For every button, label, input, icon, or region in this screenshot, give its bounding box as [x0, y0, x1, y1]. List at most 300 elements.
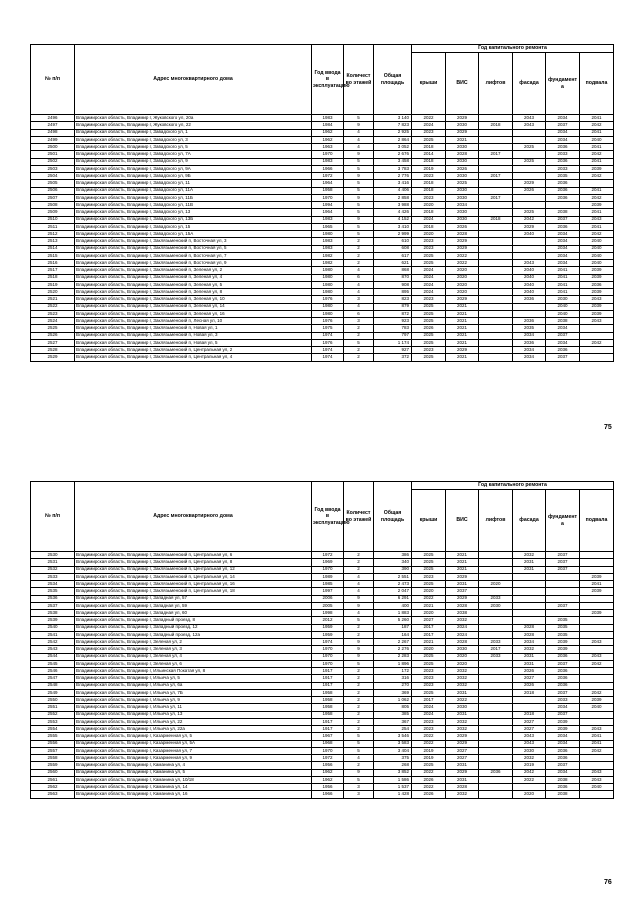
cell-row-num: 2504 — [31, 173, 75, 180]
cell-year-built: 1917 — [312, 668, 344, 675]
cell-row-num: 2515 — [31, 252, 75, 259]
cell-facade-year: 2042 — [513, 216, 546, 223]
cell-foundation-year: 2036 — [546, 158, 580, 165]
cell-vis-year: 2031 — [446, 689, 479, 696]
cell-foundation-year: 2036 — [546, 682, 580, 689]
cell-address: Владимирская область, Владимир г, Западная ул, 60 — [75, 610, 312, 617]
cell-year-built: 1962 — [312, 129, 344, 136]
cell-vis-year: 2030 — [446, 646, 479, 653]
cell-roof-year: 2025 — [412, 653, 446, 660]
table-row — [31, 747, 614, 754]
cell-area: 2 776 — [374, 173, 412, 180]
cell-facade-year: 2032 — [513, 552, 546, 559]
cell-roof-year: 2014 — [412, 151, 446, 158]
cell-foundation-year: 2040 — [546, 310, 580, 317]
cell-lift-year — [479, 318, 513, 325]
cell-address: Владимирская область, Владимир г, Западный проезд, 12а — [75, 631, 312, 638]
cell-floors: 5 — [344, 209, 374, 216]
table-row — [31, 755, 614, 762]
cell-vis-year: 2032 — [446, 668, 479, 675]
cell-row-num: 2501 — [31, 151, 75, 158]
cell-address: Владимирская область, Владимир г, Заклязьменский п, Лесная ул, 10 — [75, 318, 312, 325]
cell-area: 3 140 — [374, 115, 412, 122]
cell-floors: 4 — [344, 136, 374, 143]
cell-address: Владимирская область, Владимир г, Западная ул, 59 — [75, 602, 312, 609]
cell-address: Владимирская область, Владимир г, Заклязьменский п, Зеленая ул, 2 — [75, 267, 312, 274]
cell-floors: 2 — [344, 704, 374, 711]
header-address: Адрес многоквартирного дома — [75, 45, 312, 115]
cell-basement-year: 2039 — [580, 289, 614, 296]
cell-row-num: 2553 — [31, 718, 75, 725]
cell-floors: 2 — [344, 354, 374, 361]
cell-row-num: 2503 — [31, 165, 75, 172]
cell-row-num: 2496 — [31, 115, 75, 122]
cell-floors: 6 — [344, 274, 374, 281]
page-number: 76 — [604, 879, 612, 886]
cell-area: 2 676 — [374, 151, 412, 158]
cell-roof-year: 2023 — [412, 194, 446, 201]
cell-basement-year: 2041 — [580, 144, 614, 151]
cell-vis-year: 2032 — [446, 675, 479, 682]
cell-basement-year — [580, 180, 614, 187]
cell-floors: 5 — [344, 231, 374, 238]
cell-facade-year: 2028 — [513, 624, 546, 631]
cell-area: 2 047 — [374, 588, 412, 595]
cell-basement-year — [580, 646, 614, 653]
header-roof: крыши — [412, 490, 446, 552]
cell-lift-year — [479, 223, 513, 230]
cell-roof-year: 2018 — [412, 209, 446, 216]
cell-lift-year — [479, 784, 513, 791]
cell-lift-year — [479, 245, 513, 252]
cell-lift-year — [479, 726, 513, 733]
cell-foundation-year: 2034 — [546, 245, 580, 252]
cell-basement-year — [580, 559, 614, 566]
cell-row-num: 2510 — [31, 216, 75, 223]
cell-address: Владимирская область, Владимир г, Заклязьменский п, Центральная ул, 18 — [75, 588, 312, 595]
cell-row-num: 2511 — [31, 223, 75, 230]
cell-floors: 2 — [344, 682, 374, 689]
table-row — [31, 122, 614, 129]
cell-facade-year: 2025 — [513, 209, 546, 216]
cell-foundation-year — [546, 595, 580, 602]
cell-foundation-year: 2034 — [546, 325, 580, 332]
cell-facade-year — [513, 595, 546, 602]
cell-address: Владимирская область, Владимир г, Ильича ул, 7Б — [75, 689, 312, 696]
cell-roof-year: 2025 — [412, 689, 446, 696]
cell-area: 375 — [374, 755, 412, 762]
table-row — [31, 711, 614, 718]
table-row — [31, 267, 614, 274]
cell-year-built: 2012 — [312, 617, 344, 624]
cell-area: 608 — [374, 245, 412, 252]
cell-address: Владимирская область, Владимир г, Ильича ул, 9 — [75, 697, 312, 704]
cell-foundation-year: 2034 — [546, 704, 580, 711]
cell-foundation-year: 2034 — [546, 238, 580, 245]
cell-vis-year: 2029 — [446, 595, 479, 602]
cell-lift-year — [479, 252, 513, 259]
cell-roof-year: 2017 — [412, 631, 446, 638]
cell-basement-year: 2039 — [580, 303, 614, 310]
cell-lift-year — [479, 267, 513, 274]
cell-year-built: 1958 — [312, 697, 344, 704]
cell-basement-year — [580, 755, 614, 762]
cell-facade-year — [513, 617, 546, 624]
cell-lift-year: 2017 — [479, 646, 513, 653]
cell-lift-year — [479, 566, 513, 573]
cell-address: Владимирская область, Владимир г, Заклязьменский п, Новая ул, 1 — [75, 325, 312, 332]
cell-roof-year: 2019 — [412, 747, 446, 754]
cell-lift-year — [479, 136, 513, 143]
cell-vis-year: 2025 — [446, 180, 479, 187]
cell-year-built: 2006 — [312, 595, 344, 602]
cell-basement-year — [580, 668, 614, 675]
cell-row-num: 2521 — [31, 296, 75, 303]
cell-year-built: 1994 — [312, 202, 344, 209]
repair-table-page-76 — [30, 481, 614, 799]
cell-address: Владимирская область, Владимир г, Ильича ул, 13 — [75, 711, 312, 718]
cell-vis-year: 2020 — [446, 653, 479, 660]
cell-area: 2 858 — [374, 194, 412, 201]
cell-facade-year — [513, 704, 546, 711]
cell-row-num: 2500 — [31, 144, 75, 151]
cell-area: 2 551 — [374, 573, 412, 580]
table-row — [31, 332, 614, 339]
header-year-in: Год ввода в эксплуатацию — [312, 45, 344, 115]
cell-vis-year: 2029 — [446, 238, 479, 245]
cell-facade-year: 2025 — [513, 158, 546, 165]
cell-vis-year: 2032 — [446, 791, 479, 798]
cell-row-num: 2502 — [31, 158, 75, 165]
cell-address: Владимирская область, Владимир г, Завадского ул, 11В — [75, 202, 312, 209]
header-roof: крыши — [412, 53, 446, 115]
cell-floors: 2 — [344, 347, 374, 354]
cell-basement-year: 2043 — [580, 726, 614, 733]
header-foundation: фундамента — [546, 490, 580, 552]
cell-facade-year: 2032 — [513, 646, 546, 653]
page-number: 75 — [604, 424, 612, 431]
cell-area: 908 — [374, 281, 412, 288]
header-floors: Количество этажей — [344, 45, 374, 115]
cell-facade-year: 2028 — [513, 631, 546, 638]
cell-foundation-year: 2037 — [546, 559, 580, 566]
cell-address: Владимирская область, Владимир г, Каманина ул, 10/18 — [75, 776, 312, 783]
cell-facade-year — [513, 136, 546, 143]
cell-address: Владимирская область, Владимир г, Казарменная ул, 7 — [75, 747, 312, 754]
table-row — [31, 566, 614, 573]
cell-lift-year: 2018 — [479, 122, 513, 129]
cell-vis-year: 2021 — [446, 332, 479, 339]
cell-address: Владимирская область, Владимир г, Заклязьменский п, Новая ул, 3 — [75, 332, 312, 339]
table-row — [31, 347, 614, 354]
table-row — [31, 704, 614, 711]
cell-row-num: 2557 — [31, 747, 75, 754]
cell-row-num: 2532 — [31, 566, 75, 573]
cell-floors: 2 — [344, 624, 374, 631]
cell-roof-year: 2022 — [412, 740, 446, 747]
cell-foundation-year: 2038 — [546, 209, 580, 216]
cell-area: 879 — [374, 303, 412, 310]
cell-area: 805 — [374, 704, 412, 711]
cell-address: Владимирская область, Владимир г, Завадского ул, 3 — [75, 136, 312, 143]
cell-row-num: 2563 — [31, 791, 75, 798]
cell-row-num: 2546 — [31, 668, 75, 675]
cell-roof-year: 2024 — [412, 281, 446, 288]
cell-address: Владимирская область, Владимир г, Каманина ул, 16 — [75, 791, 312, 798]
cell-area: 3 458 — [374, 158, 412, 165]
cell-address: Владимирская область, Владимир г, Каманина ул, 4 — [75, 762, 312, 769]
cell-row-num: 2534 — [31, 581, 75, 588]
cell-row-num: 2561 — [31, 776, 75, 783]
cell-facade-year: 2030 — [513, 747, 546, 754]
cell-area: 923 — [374, 318, 412, 325]
table-body-76 — [31, 552, 614, 799]
cell-basement-year — [580, 718, 614, 725]
cell-vis-year: 2020 — [446, 660, 479, 667]
cell-address: Владимирская область, Владимир г, Западная ул, 57 — [75, 595, 312, 602]
cell-facade-year: 2036 — [513, 318, 546, 325]
cell-year-built: 1959 — [312, 624, 344, 631]
cell-facade-year — [513, 588, 546, 595]
cell-row-num: 2519 — [31, 281, 75, 288]
cell-basement-year: 2039 — [580, 267, 614, 274]
cell-address: Владимирская область, Владимир г, Казарменная ул, 9 — [75, 755, 312, 762]
cell-address: Владимирская область, Владимир г, Завадского ул, 15А — [75, 231, 312, 238]
cell-roof-year: 2025 — [412, 332, 446, 339]
cell-row-num: 2525 — [31, 325, 75, 332]
cell-year-built: 1982 — [312, 252, 344, 259]
cell-year-built: 1974 — [312, 639, 344, 646]
table-row — [31, 318, 614, 325]
cell-address: Владимирская область, Владимир г, Ильича ул, 11 — [75, 704, 312, 711]
cell-area: 621 — [374, 260, 412, 267]
cell-year-built: 1989 — [312, 573, 344, 580]
cell-facade-year: 2029 — [513, 180, 546, 187]
cell-year-built: 1917 — [312, 718, 344, 725]
header-group: Год капитального ремонта — [412, 482, 614, 490]
cell-floors: 4 — [344, 267, 374, 274]
cell-area: 3 410 — [374, 223, 412, 230]
cell-year-built: 1980 — [312, 303, 344, 310]
cell-address: Владимирская область, Владимир г, Западный проезд, 12 — [75, 624, 312, 631]
cell-lift-year: 2033 — [479, 595, 513, 602]
cell-basement-year: 2041 — [580, 581, 614, 588]
cell-floors: 2 — [344, 245, 374, 252]
cell-basement-year: 2039 — [580, 610, 614, 617]
cell-floors: 2 — [344, 697, 374, 704]
cell-floors: 2 — [344, 675, 374, 682]
cell-area: 895 — [374, 289, 412, 296]
cell-address: Владимирская область, Владимир г, Заклязьменский п, Зеленая ул, 8 — [75, 289, 312, 296]
cell-lift-year — [479, 347, 513, 354]
cell-roof-year: 2023 — [412, 726, 446, 733]
cell-facade-year — [513, 238, 546, 245]
cell-area: 390 — [374, 566, 412, 573]
cell-row-num: 2548 — [31, 682, 75, 689]
cell-lift-year — [479, 740, 513, 747]
table-row — [31, 303, 614, 310]
cell-vis-year: 2024 — [446, 631, 479, 638]
cell-foundation-year — [546, 581, 580, 588]
cell-roof-year: 2019 — [412, 755, 446, 762]
cell-lift-year — [479, 165, 513, 172]
cell-roof-year: 2024 — [412, 711, 446, 718]
cell-lift-year — [479, 238, 513, 245]
cell-address: Владимирская область, Владимир г, Ильича ул, 6а — [75, 682, 312, 689]
cell-roof-year: 2024 — [412, 704, 446, 711]
cell-area: 797 — [374, 332, 412, 339]
cell-area: 1 586 — [374, 776, 412, 783]
cell-year-built: 1964 — [312, 180, 344, 187]
cell-vis-year: 2030 — [446, 194, 479, 201]
cell-year-built: 1917 — [312, 682, 344, 689]
cell-year-built: 1974 — [312, 332, 344, 339]
table-row — [31, 776, 614, 783]
cell-facade-year — [513, 194, 546, 201]
cell-lift-year — [479, 668, 513, 675]
cell-year-built: 1966 — [312, 791, 344, 798]
cell-year-built: 1965 — [312, 223, 344, 230]
cell-address: Владимирская область, Владимир г, Завадского ул, 5 — [75, 144, 312, 151]
cell-row-num: 2516 — [31, 260, 75, 267]
cell-foundation-year: 2036 — [546, 180, 580, 187]
cell-foundation-year: 2037 — [546, 689, 580, 696]
cell-address: Владимирская область, Владимир г, Заклязьменский п, Восточная ул, 7 — [75, 252, 312, 259]
cell-year-built: 1970 — [312, 151, 344, 158]
cell-vis-year: 2031 — [446, 581, 479, 588]
cell-year-built: 1963 — [312, 144, 344, 151]
cell-address: Владимирская область, Владимир г, Ильича ул, 22 — [75, 718, 312, 725]
cell-lift-year — [479, 281, 513, 288]
cell-foundation-year: 2037 — [546, 122, 580, 129]
cell-floors: 2 — [344, 718, 374, 725]
cell-basement-year — [580, 624, 614, 631]
cell-year-built: 1956 — [312, 784, 344, 791]
cell-foundation-year: 2038 — [546, 791, 580, 798]
cell-year-built: 1970 — [312, 660, 344, 667]
cell-row-num: 2551 — [31, 704, 75, 711]
cell-row-num: 2550 — [31, 697, 75, 704]
cell-foundation-year: 2040 — [546, 303, 580, 310]
cell-roof-year: 2025 — [412, 310, 446, 317]
cell-roof-year: 2025 — [412, 136, 446, 143]
table-row — [31, 610, 614, 617]
cell-roof-year: 2024 — [412, 216, 446, 223]
cell-lift-year — [479, 689, 513, 696]
cell-row-num: 2560 — [31, 769, 75, 776]
cell-row-num: 2506 — [31, 187, 75, 194]
cell-lift-year — [479, 711, 513, 718]
cell-year-built: 1962 — [312, 136, 344, 143]
cell-foundation-year: 2039 — [546, 639, 580, 646]
cell-foundation-year: 2036 — [546, 194, 580, 201]
cell-year-built: 1982 — [312, 260, 344, 267]
cell-roof-year: 2020 — [412, 231, 446, 238]
cell-basement-year: 2040 — [580, 704, 614, 711]
cell-facade-year: 2042 — [513, 769, 546, 776]
cell-row-num: 2528 — [31, 347, 75, 354]
cell-vis-year: 2031 — [446, 711, 479, 718]
cell-row-num: 2508 — [31, 202, 75, 209]
table-row — [31, 559, 614, 566]
cell-lift-year: 2017 — [479, 173, 513, 180]
cell-vis-year: 2022 — [446, 252, 479, 259]
cell-floors: 9 — [344, 595, 374, 602]
cell-area: 3 546 — [374, 733, 412, 740]
cell-address: Владимирская область, Владимир г, Казарменная ул, 5 — [75, 733, 312, 740]
cell-vis-year: 2030 — [446, 187, 479, 194]
cell-row-num: 2527 — [31, 339, 75, 346]
cell-address: Владимирская область, Владимир г, Заклязьменский п, Центральная ул, 8 — [75, 559, 312, 566]
table-row — [31, 296, 614, 303]
cell-year-built: 1970 — [312, 566, 344, 573]
cell-foundation-year: 2036 — [546, 653, 580, 660]
cell-area: 3 852 — [374, 769, 412, 776]
cell-foundation-year: 2036 — [546, 347, 580, 354]
cell-vis-year: 2029 — [446, 296, 479, 303]
cell-facade-year: 2027 — [513, 675, 546, 682]
cell-row-num: 2513 — [31, 238, 75, 245]
cell-roof-year: 2024 — [412, 267, 446, 274]
cell-address: Владимирская область, Владимир г, Заклязьменский п, Восточная ул, 3 — [75, 238, 312, 245]
cell-year-built: 1970 — [312, 653, 344, 660]
cell-floors: 5 — [344, 733, 374, 740]
cell-lift-year — [479, 187, 513, 194]
cell-area: 4 406 — [374, 187, 412, 194]
table-row — [31, 274, 614, 281]
cell-area: 367 — [374, 718, 412, 725]
cell-facade-year: 2034 — [513, 354, 546, 361]
table-row — [31, 238, 614, 245]
cell-facade-year: 2043 — [513, 115, 546, 122]
cell-lift-year — [479, 325, 513, 332]
cell-basement-year: 2042 — [580, 689, 614, 696]
cell-year-built: 1956 — [312, 762, 344, 769]
cell-floors: 5 — [344, 165, 374, 172]
cell-facade-year: 2040 — [513, 289, 546, 296]
cell-vis-year: 2038 — [446, 610, 479, 617]
cell-vis-year: 2032 — [446, 617, 479, 624]
cell-row-num: 2556 — [31, 740, 75, 747]
cell-roof-year: 2027 — [412, 617, 446, 624]
cell-address: Владимирская область, Владимир г, Ильича ул, 5 — [75, 675, 312, 682]
header-area: Общая площадь — [374, 482, 412, 552]
cell-address: Владимирская область, Владимир г, Заклязьменский п, Восточная ул, 5 — [75, 245, 312, 252]
cell-area: 3 052 — [374, 144, 412, 151]
cell-foundation-year: 2037 — [546, 332, 580, 339]
cell-lift-year — [479, 339, 513, 346]
cell-area: 2 283 — [374, 653, 412, 660]
table-row — [31, 682, 614, 689]
cell-area: 5 260 — [374, 617, 412, 624]
cell-basement-year: 2039 — [580, 274, 614, 281]
cell-facade-year: 2026 — [513, 668, 546, 675]
cell-floors: 4 — [344, 573, 374, 580]
cell-roof-year: 2022 — [412, 784, 446, 791]
cell-lift-year: 2017 — [479, 151, 513, 158]
cell-area: 2 276 — [374, 646, 412, 653]
cell-basement-year: 2042 — [580, 151, 614, 158]
cell-foundation-year: 2041 — [546, 281, 580, 288]
cell-year-built: 1998 — [312, 610, 344, 617]
cell-address: Владимирская область, Владимир г, Заклязьменский п, Центральная ул, 14 — [75, 573, 312, 580]
table-row — [31, 689, 614, 696]
cell-address: Владимирская область, Владимир г, Жуковского ул, 20а — [75, 115, 312, 122]
cell-foundation-year: 2034 — [546, 115, 580, 122]
cell-year-built: 1964 — [312, 209, 344, 216]
cell-floors: 4 — [344, 755, 374, 762]
cell-address: Владимирская область, Владимир г, Ильинская Покатая ул, 8 — [75, 668, 312, 675]
